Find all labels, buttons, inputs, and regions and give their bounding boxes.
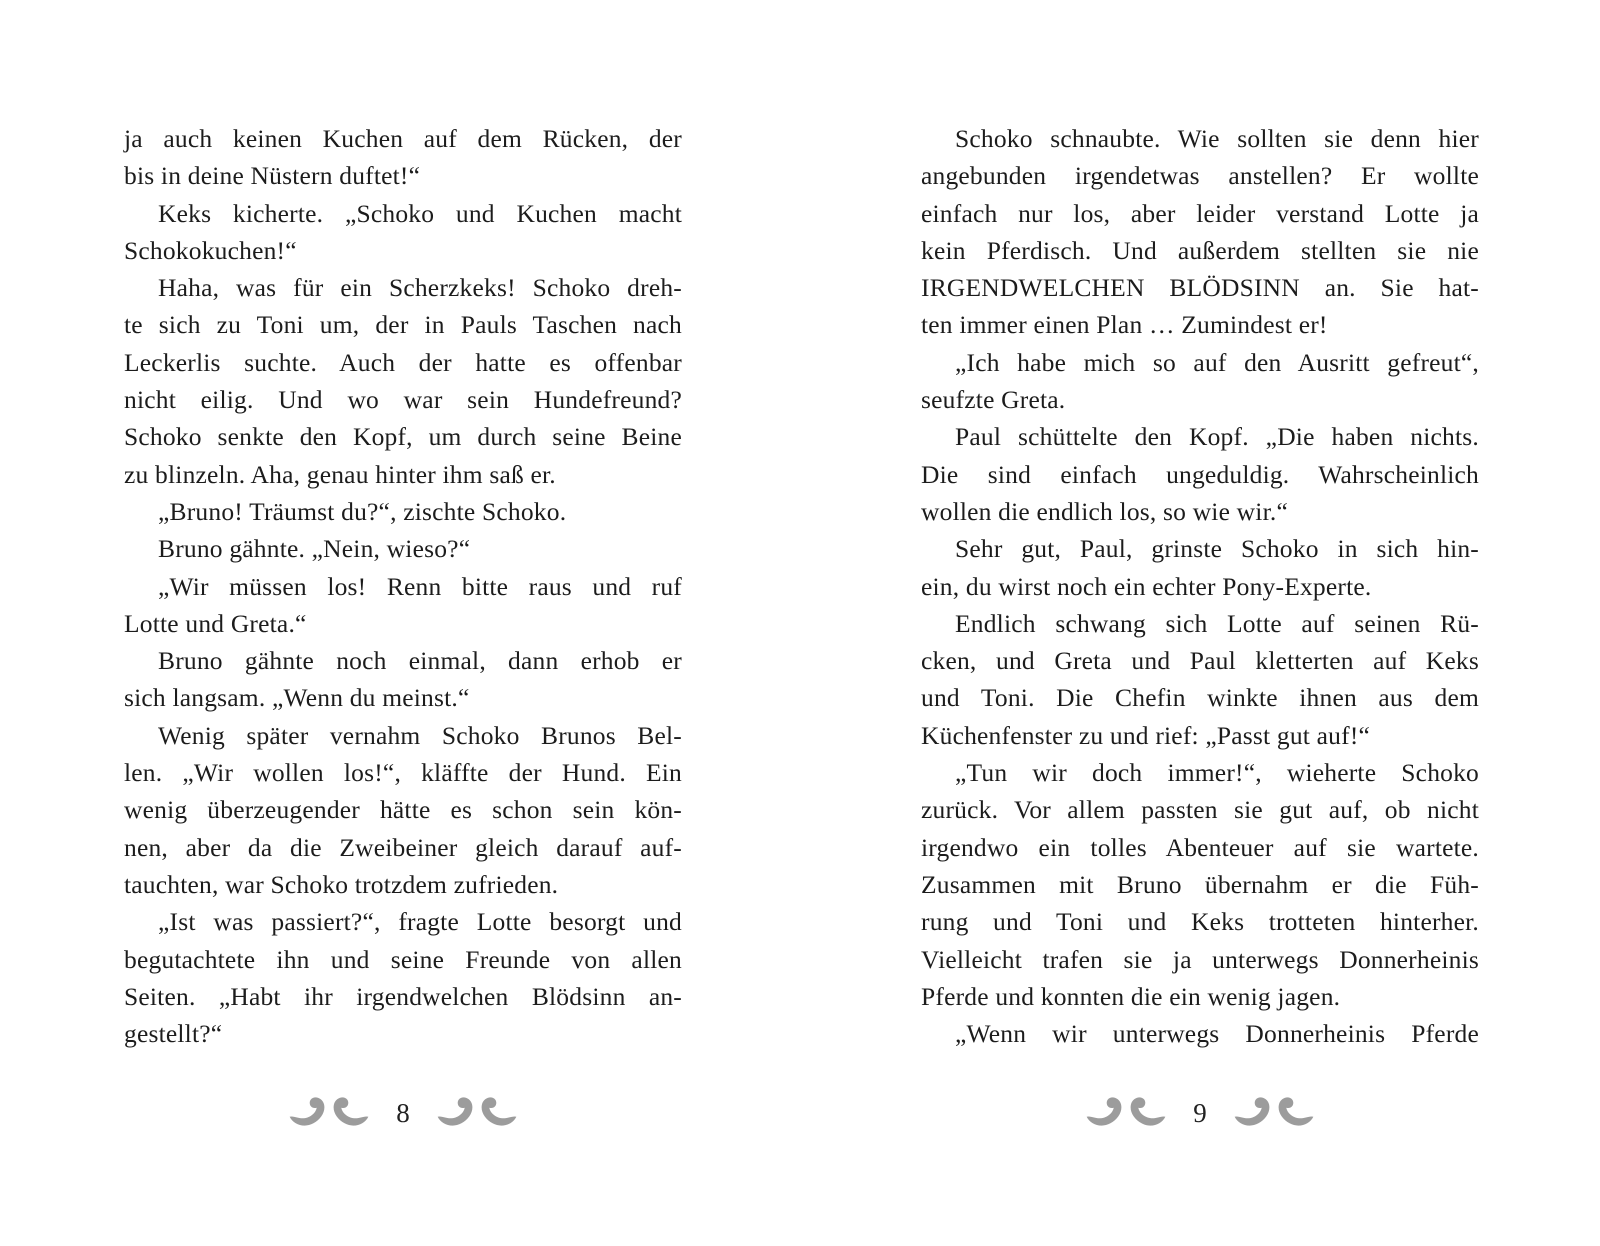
text-line: nicht eilig. Und wo war sein Hundefreund? — [124, 385, 682, 415]
text-line: „Ich habe mich so auf den Ausritt gefreut“, — [955, 347, 1479, 377]
text-line: einfach nur los, aber leider verstand Lotte ja — [921, 198, 1479, 228]
text-line: „Ist was passiert?“, fragte Lotte besorgt und — [158, 907, 682, 937]
text-line: ein, du wirst noch ein echter Pony-Experte. — [921, 571, 1372, 601]
text-line: nen, aber da die Zweibeiner gleich darauf auf- — [124, 832, 682, 862]
text-line: Sehr gut, Paul, grinste Schoko in sich hin- — [955, 534, 1479, 564]
text-line: angebunden irgendetwas anstellen? Er wollte — [921, 161, 1479, 191]
text-line: tauchten, war Schoko trotzdem zufrieden. — [124, 869, 559, 899]
flourish-ornament-icon — [288, 1091, 370, 1131]
text-line: Bruno gähnte. „Nein, wieso?“ — [158, 534, 471, 564]
text-line: Die sind einfach ungeduldig. Wahrscheinlich — [921, 459, 1479, 489]
text-line: bis in deine Nüstern duftet!“ — [124, 161, 421, 191]
page-right-text-column — [921, 120, 1479, 1052]
text-line: rung und Toni und Keks trotteten hinterher. — [921, 907, 1479, 937]
text-line: gestellt?“ — [124, 1019, 223, 1049]
flourish-ornament-icon — [1233, 1091, 1315, 1131]
text-line: Pferde und konnten die ein wenig jagen. — [921, 981, 1341, 1011]
text-line: Zusammen mit Bruno übernahm er die Füh- — [921, 869, 1479, 899]
text-line: ten immer einen Plan … Zumindest er! — [921, 310, 1328, 340]
text-line: Paul schüttelte den Kopf. „Die haben nichts. — [955, 422, 1479, 452]
text-line: Wenig später vernahm Schoko Brunos Bel- — [158, 720, 682, 750]
text-line: und Toni. Die Chefin winkte ihnen aus dem — [921, 683, 1479, 713]
text-line: „Bruno! Träumst du?“, zischte Schoko. — [158, 496, 567, 526]
text-line: Keks kicherte. „Schoko und Kuchen macht — [158, 198, 682, 228]
text-line: kein Pferdisch. Und außerdem stellten sie nie — [921, 235, 1479, 265]
text-line: sich langsam. „Wenn du meinst.“ — [124, 683, 470, 713]
flourish-ornament-icon — [1085, 1091, 1167, 1131]
text-line: len. „Wir wollen los!“, kläffte der Hund. Ein — [124, 758, 682, 788]
text-line: Küchenfenster zu und rief: „Passt gut auf!“ — [921, 720, 1371, 750]
text-line: seufzte Greta. — [921, 385, 1066, 415]
text-line: cken, und Greta und Paul kletterten auf Keks — [921, 646, 1479, 676]
text-line: begutachtete ihn und seine Freunde von allen — [124, 944, 682, 974]
text-line: „Wenn wir unterwegs Donnerheinis Pferde — [955, 1019, 1479, 1049]
text-line: Seiten. „Habt ihr irgendwelchen Blödsinn an- — [124, 981, 682, 1011]
text-line: Vielleicht trafen sie ja unterwegs Donnerheinis — [921, 944, 1479, 974]
text-line: „Tun wir doch immer!“, wieherte Schoko — [955, 758, 1479, 788]
text-line: Bruno gähnte noch einmal, dann erhob er — [158, 646, 682, 676]
text-line: zu blinzeln. Aha, genau hinter ihm saß er. — [124, 459, 556, 489]
page-number: 9 — [1193, 1097, 1207, 1128]
text-line: Leckerlis suchte. Auch der hatte es offenbar — [124, 347, 682, 377]
flourish-ornament-icon — [436, 1091, 518, 1131]
text-line: wenig überzeugender hätte es schon sein kön- — [124, 795, 682, 825]
text-line: Endlich schwang sich Lotte auf seinen Rü- — [955, 608, 1479, 638]
page-left-text-column — [124, 120, 682, 1052]
page-left-footer — [124, 1088, 682, 1134]
text-line: zurück. Vor allem passten sie gut auf, ob nicht — [921, 795, 1479, 825]
text-line: Lotte und Greta.“ — [124, 608, 307, 638]
text-line: Schoko schnaubte. Wie sollten sie denn hier — [955, 124, 1479, 153]
text-line: Haha, was für ein Scherzkeks! Schoko dreh- — [158, 273, 682, 303]
text-line: IRGENDWELCHEN BLÖDSINN an. Sie hat- — [921, 273, 1479, 303]
text-line: „Wir müssen los! Renn bitte raus und ruf — [158, 571, 682, 601]
text-line: Schokokuchen!“ — [124, 235, 297, 265]
page-right-footer — [921, 1088, 1479, 1134]
text-line: te sich zu Toni um, der in Pauls Taschen nach — [124, 310, 682, 340]
text-line: irgendwo ein tolles Abenteuer auf sie wartete. — [921, 832, 1479, 862]
text-line: Schoko senkte den Kopf, um durch seine Beine — [124, 422, 682, 452]
text-line: ja auch keinen Kuchen auf dem Rücken, der — [124, 124, 682, 153]
text-line: wollen die endlich los, so wie wir.“ — [921, 496, 1288, 526]
page-number: 8 — [396, 1097, 410, 1128]
